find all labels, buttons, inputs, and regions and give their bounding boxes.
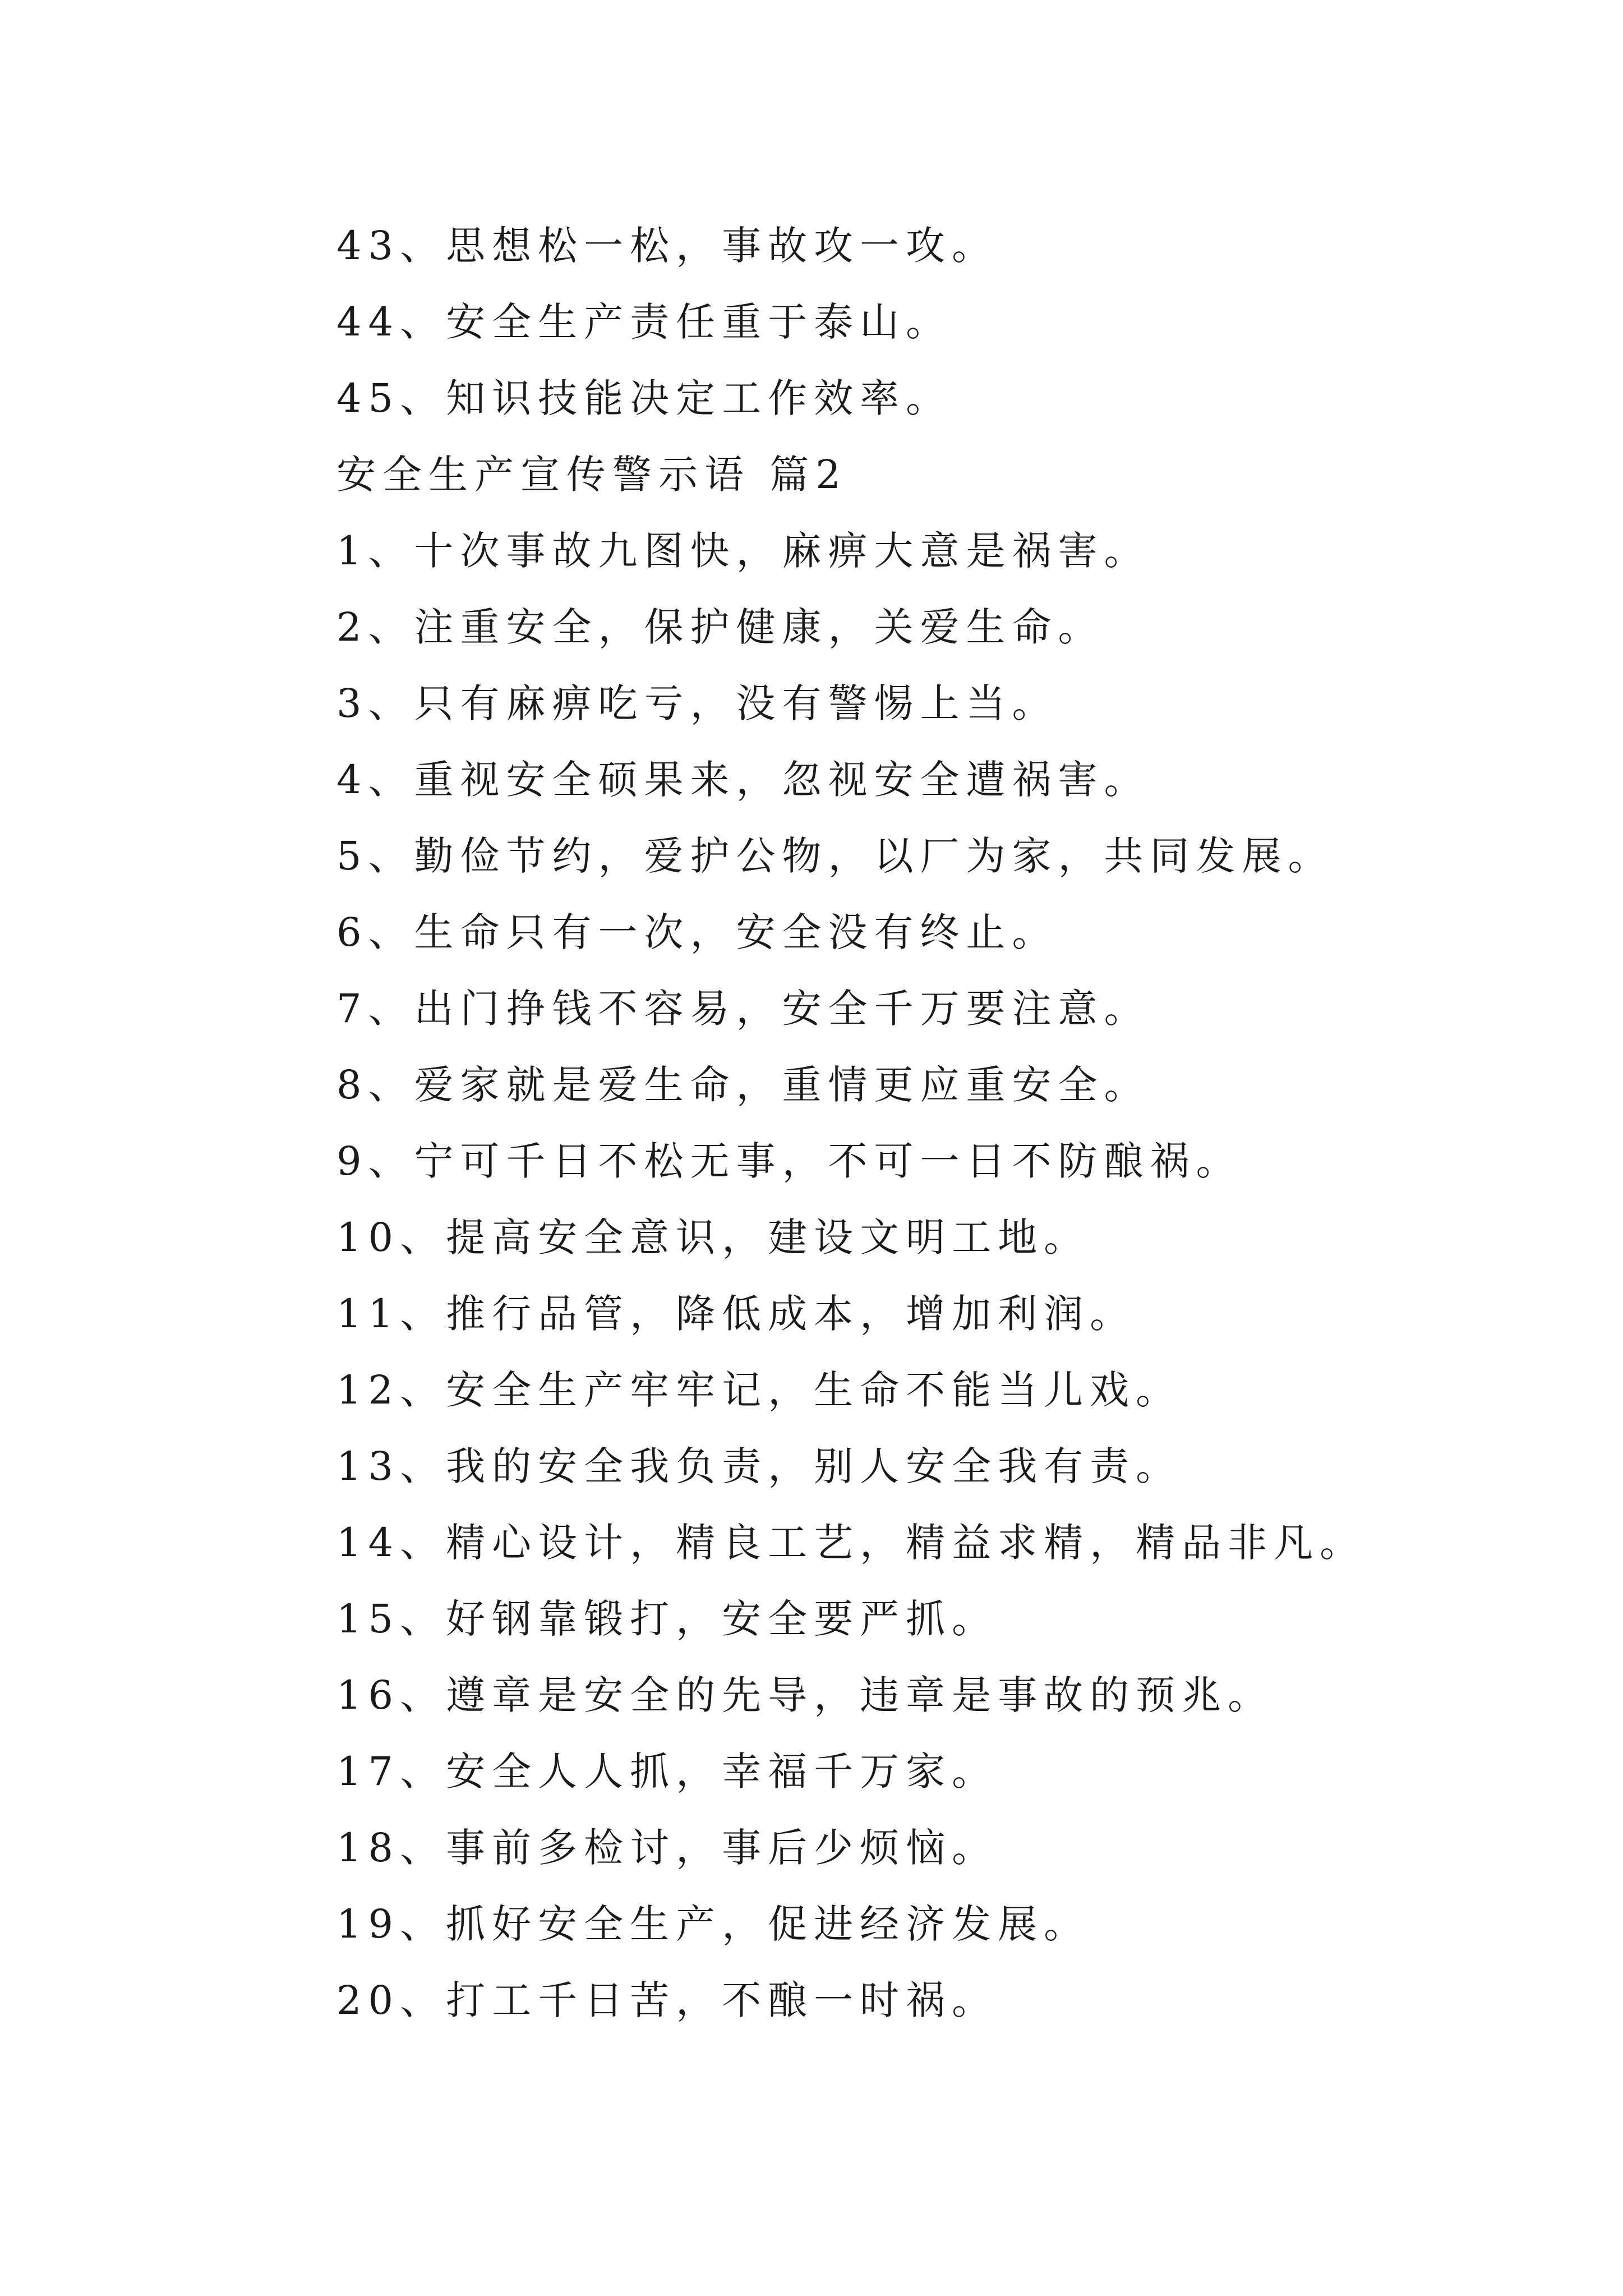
slogan-line: 16、遵章是安全的先导，违章是事故的预兆。	[336, 1672, 1274, 1718]
slogan-line: 44、安全生产责任重于泰山。	[336, 299, 952, 345]
slogan-line: 11、推行品管，降低成本，增加利润。	[336, 1291, 1136, 1337]
slogan-line: 3、只有麻痹吃亏，没有警惕上当。	[336, 680, 1058, 726]
slogan-line: 10、提高安全意识，建设文明工地。	[336, 1214, 1090, 1260]
slogan-line: 17、安全人人抓，幸福千万家。	[336, 1749, 998, 1795]
slogan-line: 19、抓好安全生产，促进经济发展。	[336, 1901, 1090, 1947]
slogan-line: 15、好钢靠锻打，安全要严抓。	[336, 1596, 998, 1642]
slogan-line: 4、重视安全硕果来，忽视安全遭祸害。	[336, 757, 1150, 803]
slogan-line: 6、生命只有一次，安全没有终止。	[336, 909, 1058, 955]
slogan-line: 2、注重安全，保护健康，关爱生命。	[336, 604, 1104, 650]
slogan-line: 8、爱家就是爱生命，重情更应重安全。	[336, 1062, 1150, 1108]
slogan-line: 14、精心设计，精良工艺，精益求精，精品非凡。	[336, 1520, 1366, 1566]
slogan-line: 20、打工千日苦，不酿一时祸。	[336, 1977, 998, 2023]
slogan-line: 43、思想松一松，事故攻一攻。	[336, 223, 998, 269]
slogan-line: 13、我的安全我负责，别人安全我有责。	[336, 1443, 1182, 1489]
section-heading: 安全生产宣传警示语 篇2	[336, 452, 847, 498]
slogan-line: 5、勤俭节约，爱护公物，以厂为家，共同发展。	[336, 833, 1334, 879]
slogan-line: 9、宁可千日不松无事，不可一日不防酿祸。	[336, 1138, 1242, 1184]
slogan-line: 1、十次事故九图快，麻痹大意是祸害。	[336, 528, 1150, 574]
slogan-line: 45、知识技能决定工作效率。	[336, 375, 952, 421]
slogan-line: 12、安全生产牢牢记，生命不能当儿戏。	[336, 1367, 1182, 1413]
document-body	[336, 208, 1514, 2039]
slogan-line: 18、事前多检讨，事后少烦恼。	[336, 1825, 998, 1871]
slogan-line: 7、出门挣钱不容易，安全千万要注意。	[336, 986, 1150, 1032]
